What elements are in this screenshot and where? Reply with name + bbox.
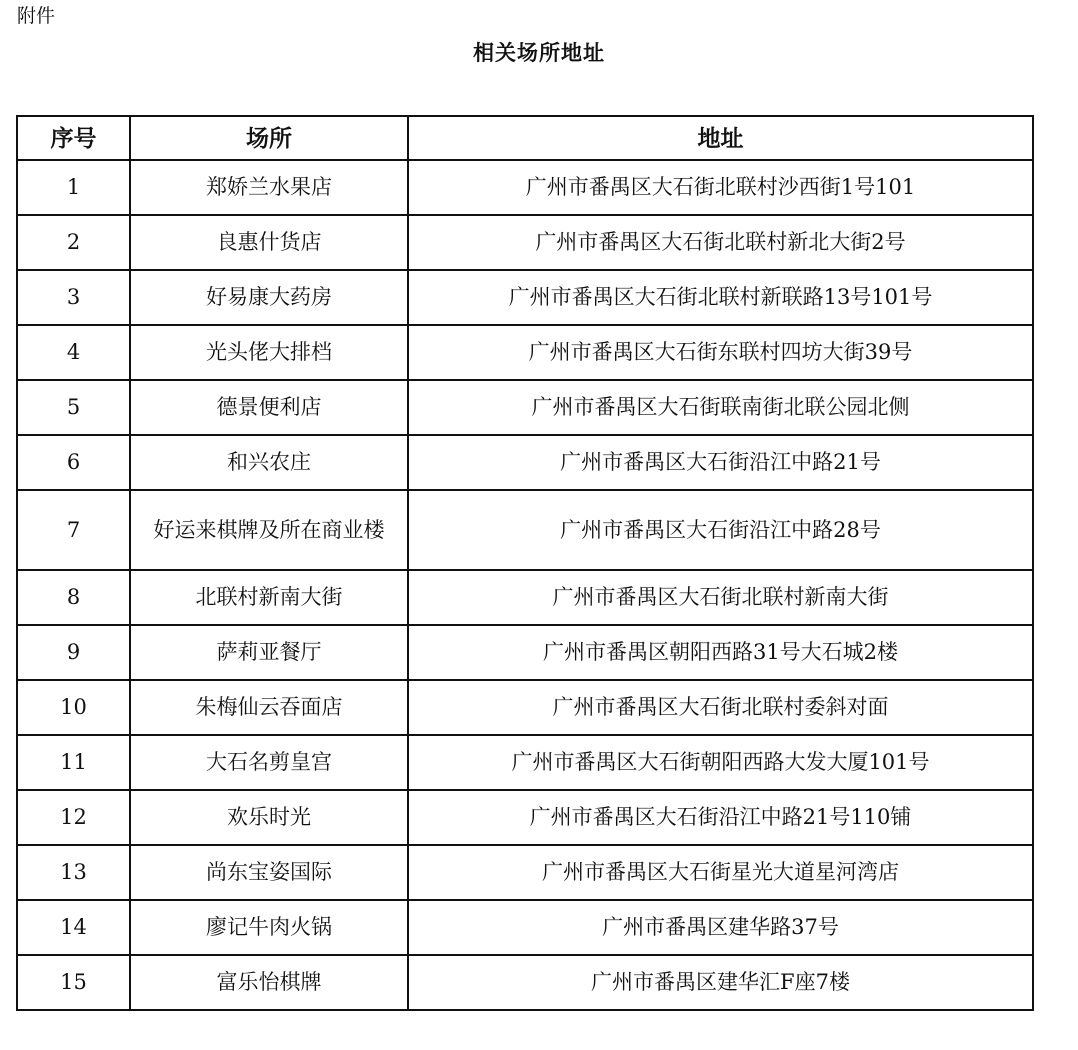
table-row xyxy=(17,845,1033,900)
row-serial-number: 10 xyxy=(17,680,130,735)
row-serial-number: 5 xyxy=(17,380,130,435)
row-venue: 郑娇兰水果店 xyxy=(130,160,408,215)
table-row xyxy=(17,435,1033,490)
row-serial-number: 7 xyxy=(17,490,130,570)
table-row xyxy=(17,490,1033,570)
table-row xyxy=(17,680,1033,735)
row-serial-number: 4 xyxy=(17,325,130,380)
venue-address-table xyxy=(16,115,1034,1011)
table-row xyxy=(17,380,1033,435)
row-serial-number: 2 xyxy=(17,215,130,270)
row-venue: 和兴农庄 xyxy=(130,435,408,490)
row-address: 广州市番禺区大石街北联村新北大街2号 xyxy=(408,215,1033,270)
row-address: 广州市番禺区大石街北联村新联路13号101号 xyxy=(408,270,1033,325)
header-venue: 场所 xyxy=(130,116,408,160)
row-address: 广州市番禺区大石街沿江中路21号110铺 xyxy=(408,790,1033,845)
row-venue: 德景便利店 xyxy=(130,380,408,435)
row-address: 广州市番禺区大石街联南街北联公园北侧 xyxy=(408,380,1033,435)
row-serial-number: 11 xyxy=(17,735,130,790)
row-address: 广州市番禺区大石街北联村新南大街 xyxy=(408,570,1033,625)
row-address: 广州市番禺区建华路37号 xyxy=(408,900,1033,955)
table-row xyxy=(17,900,1033,955)
table-row xyxy=(17,735,1033,790)
row-venue: 富乐怡棋牌 xyxy=(130,955,408,1010)
row-venue: 北联村新南大街 xyxy=(130,570,408,625)
row-address: 广州市番禺区建华汇F座7楼 xyxy=(408,955,1033,1010)
row-venue: 好易康大药房 xyxy=(130,270,408,325)
row-venue: 良惠什货店 xyxy=(130,215,408,270)
table-row xyxy=(17,160,1033,215)
row-venue: 光头佬大排档 xyxy=(130,325,408,380)
row-address: 广州市番禺区大石街沿江中路28号 xyxy=(408,490,1033,570)
row-venue: 萨莉亚餐厅 xyxy=(130,625,408,680)
row-address: 广州市番禺区大石街沿江中路21号 xyxy=(408,435,1033,490)
row-venue: 朱梅仙云吞面店 xyxy=(130,680,408,735)
table-row xyxy=(17,790,1033,845)
row-serial-number: 13 xyxy=(17,845,130,900)
row-venue: 廖记牛肉火锅 xyxy=(130,900,408,955)
row-serial-number: 15 xyxy=(17,955,130,1010)
table-row xyxy=(17,955,1033,1010)
row-address: 广州市番禺区大石街北联村沙西街1号101 xyxy=(408,160,1033,215)
header-address: 地址 xyxy=(408,116,1033,160)
table-row xyxy=(17,625,1033,680)
row-venue: 欢乐时光 xyxy=(130,790,408,845)
row-address: 广州市番禺区朝阳西路31号大石城2楼 xyxy=(408,625,1033,680)
row-venue: 尚东宝姿国际 xyxy=(130,845,408,900)
row-serial-number: 9 xyxy=(17,625,130,680)
row-address: 广州市番禺区大石街北联村委斜对面 xyxy=(408,680,1033,735)
row-venue: 好运来棋牌及所在商业楼 xyxy=(130,490,408,570)
document-title: 相关场所地址 xyxy=(473,41,605,65)
row-serial-number: 3 xyxy=(17,270,130,325)
table-row xyxy=(17,270,1033,325)
header-serial-number: 序号 xyxy=(17,116,130,160)
row-serial-number: 8 xyxy=(17,570,130,625)
row-serial-number: 14 xyxy=(17,900,130,955)
table-row xyxy=(17,215,1033,270)
row-address: 广州市番禺区大石街东联村四坊大街39号 xyxy=(408,325,1033,380)
table-row xyxy=(17,325,1033,380)
row-address: 广州市番禺区大石街星光大道星河湾店 xyxy=(408,845,1033,900)
table-row xyxy=(17,570,1033,625)
row-venue: 大石名剪皇宫 xyxy=(130,735,408,790)
row-serial-number: 12 xyxy=(17,790,130,845)
attachment-label: 附件 xyxy=(17,5,56,27)
row-serial-number: 1 xyxy=(17,160,130,215)
table-header-row xyxy=(17,116,1033,160)
row-address: 广州市番禺区大石街朝阳西路大发大厦101号 xyxy=(408,735,1033,790)
row-serial-number: 6 xyxy=(17,435,130,490)
